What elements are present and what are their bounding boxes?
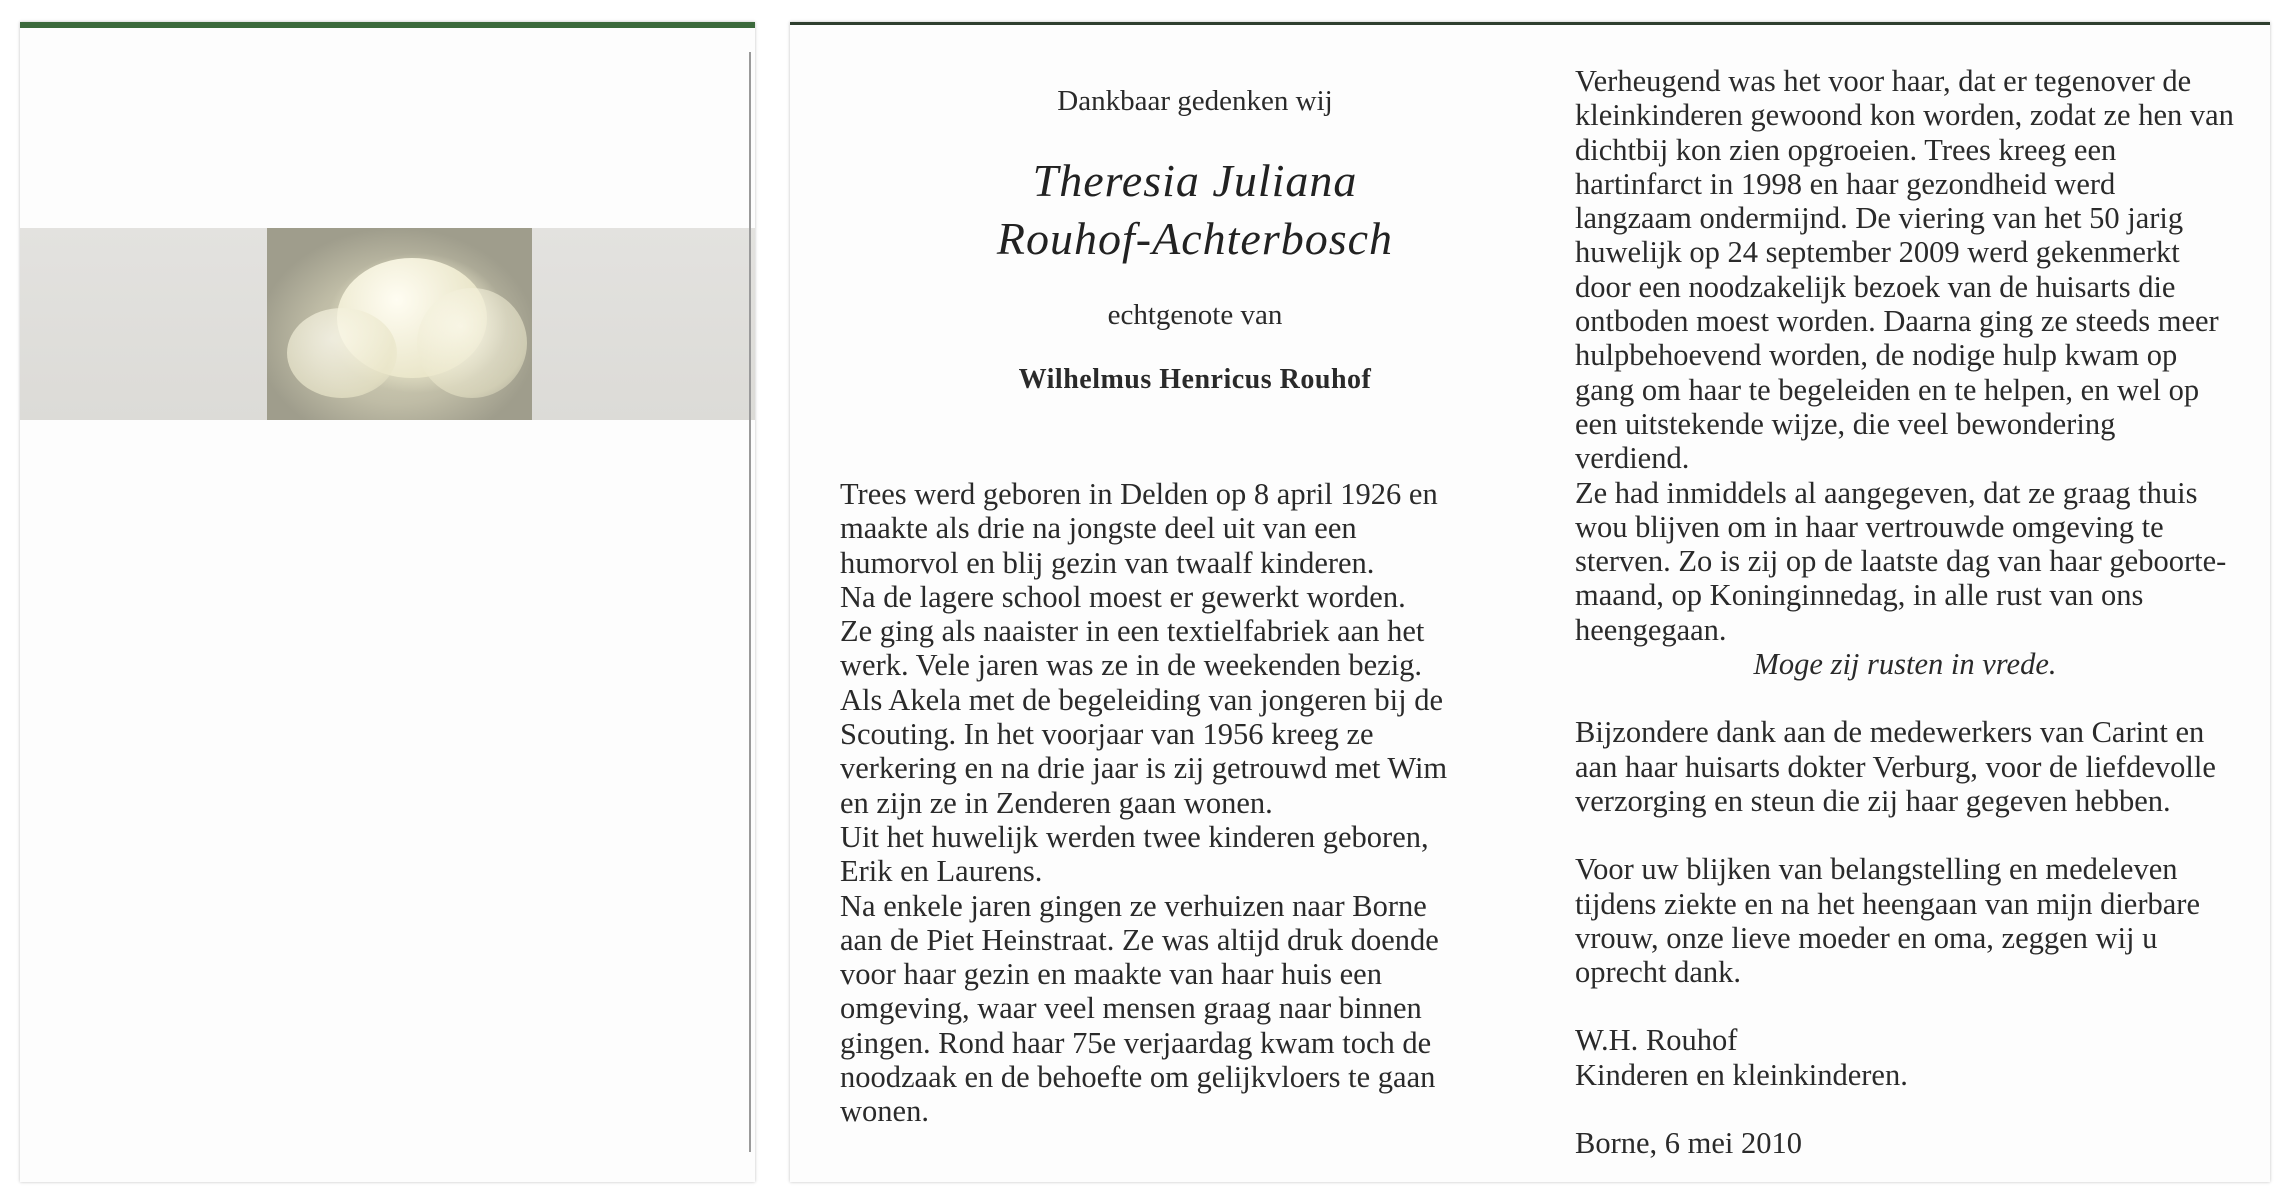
signature-name: W.H. Rouhof: [1575, 1023, 1738, 1058]
text-line: ontboden moest worden. Daarna ging ze steeds meer: [1575, 304, 2219, 339]
thanks-line: oprecht dank.: [1575, 955, 1741, 990]
text-line: wonen.: [840, 1094, 929, 1129]
text-line: Trees werd geboren in Delden op 8 april 1926 en: [840, 477, 1438, 511]
text-line: Uit het huwelijk werden twee kinderen geboren,: [840, 819, 1429, 854]
fold-edge: [749, 52, 751, 1152]
text-line: Verheugend was het voor haar, dat er tegenover de: [1575, 64, 2192, 98]
text-line: Na enkele jaren gingen ze verhuizen naar Borne: [840, 888, 1427, 923]
text-line: sterven. Zo is zij op de laatste dag van haar geboorte-: [1575, 544, 2227, 579]
text-line: door een noodzakelijk bezoek van de huisarts die: [1575, 269, 2176, 304]
text-line: verkering en na drie jaar is zij getrouwd met Wim: [840, 751, 1448, 786]
relation-text: echtgenote van: [1107, 299, 1283, 332]
thanks-line: vrouw, onze lieve moeder en oma, zeggen wij u: [1575, 920, 2158, 955]
spouse-name: Wilhelmus Henricus Rouhof: [1018, 363, 1372, 395]
text-line: Als Akela met de begeleiding van jongeren bij de: [840, 682, 1444, 717]
place-date: Borne, 6 mei 2010: [1575, 1126, 1803, 1161]
text-line: maakte als drie na jongste deel uit van een: [840, 511, 1357, 546]
text-line: Erik en Laurens.: [840, 854, 1043, 889]
thanks-line: aan haar huisarts dokter Verburg, voor de liefdevolle: [1575, 749, 2216, 784]
text-line: noodzaak en de behoefte om gelijkvloers te gaan: [840, 1060, 1436, 1095]
left-column-text: [840, 477, 1500, 1129]
text-line: kleinkinderen gewoond kon worden, zodat ze hen van: [1575, 98, 2234, 133]
thanks-line: Voor uw blijken van belangstelling en medeleven: [1575, 852, 2178, 887]
signature-family: Kinderen en kleinkinderen.: [1575, 1057, 1908, 1092]
thanks-line: tijdens ziekte en na het heengaan van mijn dierbare: [1575, 886, 2200, 921]
text-line: Scouting. In het voorjaar van 1956 kreeg ze: [840, 717, 1374, 752]
thanks-line: Bijzondere dank aan de medewerkers van Carint en: [1575, 715, 2205, 750]
text-line: een uitstekende wijze, die veel bewondering verdiend.: [1575, 406, 2116, 476]
blessing: Moge zij rusten in vrede.: [1753, 647, 2057, 682]
text-line: werk. Vele jaren was ze in de weekenden bezig.: [840, 648, 1423, 683]
intro-text: Dankbaar gedenken wij: [1057, 85, 1333, 117]
right-column-text: [1575, 64, 2235, 1160]
text-line: en zijn ze in Zenderen gaan wonen.: [840, 785, 1273, 820]
text-line: Ze ging als naaister in een textielfabriek aan het: [840, 614, 1425, 649]
deceased-name-line2: Rouhof-Achterbosch: [996, 213, 1394, 265]
top-band: [20, 22, 755, 28]
text-line: heengegaan.: [1575, 612, 1727, 647]
text-line: huwelijk op 24 september 2009 werd gekenmerkt: [1575, 235, 2180, 270]
text-line: humorvol en blij gezin van twaalf kinderen.: [840, 545, 1375, 580]
memorial-card-cover: [20, 22, 755, 1182]
text-line: gang om haar te begeleiden en te helpen, en wel op: [1575, 372, 2200, 407]
text-line: gingen. Rond haar 75e verjaardag kwam toch de: [840, 1025, 1432, 1060]
text-line: dichtbij kon zien opgroeien. Trees kreeg een: [1575, 132, 2117, 167]
text-line: wou blijven om in haar vertrouwde omgeving te: [1575, 509, 2164, 544]
text-line: langzaam ondermijnd. De viering van het 50 jarig: [1575, 201, 2184, 236]
deceased-name-line1: Theresia Juliana: [1032, 155, 1358, 207]
text-line: omgeving, waar veel mensen graag naar binnen: [840, 991, 1422, 1026]
text-line: voor haar gezin en maakte van haar huis een: [840, 957, 1382, 992]
thanks-line: verzorging en steun die zij haar gegeven hebben.: [1575, 783, 2171, 818]
white-rose-image: [267, 228, 532, 420]
photo-banner: [20, 228, 755, 420]
card-header: [790, 84, 1600, 397]
top-band: [790, 22, 2270, 25]
text-line: hulpbehoevend worden, de nodige hulp kwam op: [1575, 338, 2178, 373]
text-line: hartinfarct in 1998 en haar gezondheid werd: [1575, 166, 2116, 201]
memorial-card-inner: [790, 22, 2270, 1182]
text-line: maand, op Koninginnedag, in alle rust van ons: [1575, 578, 2144, 613]
text-line: Na de lagere school moest er gewerkt worden.: [840, 579, 1406, 614]
text-line: aan de Piet Heinstraat. Ze was altijd druk doende: [840, 922, 1439, 957]
text-line: Ze had inmiddels al aangegeven, dat ze graag thuis: [1575, 475, 2198, 510]
